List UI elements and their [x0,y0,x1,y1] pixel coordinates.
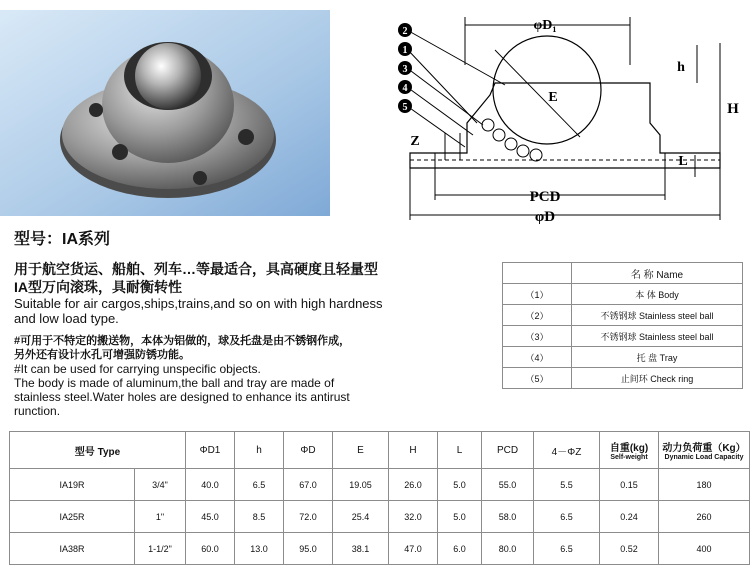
table-row: IA38R 1-1/2" 60.0 13.0 95.0 38.1 47.0 6.0 80.0 6.5 0.52 400 [10,533,750,565]
technical-drawing [395,5,745,230]
callout-1: 1 [402,45,408,56]
mount-hole [112,144,128,160]
dim-E: E [548,90,558,105]
callout-5: 5 [402,102,408,113]
table-row: IA25R 1" 45.0 8.5 72.0 25.4 32.0 5.0 58.0 6.5 0.24 260 [10,501,750,533]
callout-4: 4 [402,83,408,94]
parts-header: 名 称 Name [572,263,743,284]
desc-zh-line2: IA型万向滚珠，具耐衡转性 [14,279,182,295]
dim-phi-d: φD [534,209,556,225]
note-en-line1: #It can be used for carrying unspecific objects. [14,362,261,376]
dim-h-small: h [677,60,685,75]
page-title: 型号：IA系列 [14,231,111,248]
table-row: IA19R 3/4" 40.0 6.5 67.0 19.05 26.0 5.0 55.0 5.5 0.15 180 [10,469,750,501]
mount-hole [193,171,207,185]
callout-3: 3 [402,64,408,75]
spec-table [9,431,750,565]
mount-hole [89,103,103,117]
dim-H: H [727,101,739,117]
callout-2: 2 [402,26,408,37]
parts-table [502,262,743,389]
note-en-line3: stainless steel.Water holes are designed to enhance its antirust [14,390,350,404]
note-zh-line1: #可用于不特定的搬送物，本体为铝做的，球及托盘是由不锈钢作成， [14,335,351,347]
table-row: （5） 止间环 Check ring [503,368,743,389]
dim-phi-d1: φD₁ [533,18,557,33]
dim-PCD: PCD [529,189,561,205]
table-row: （1） 本 体 Body [503,284,743,305]
dim-Z: Z [410,134,420,149]
steel-ball [135,43,201,109]
note-en-line4: runction. [14,404,61,418]
table-row [503,263,743,284]
desc-en-line1: Suitable for air cargos,ships,trains,and so on with high hardness [14,296,383,311]
note-en-line2: The body is made of aluminum,the ball and tray are made of [14,376,335,390]
table-header-row: 型号 Type ΦD1 h ΦD E H L PCD 4－ΦZ 自重(kg) Self-weight 动力负荷重（Kg） Dynamic Load Capacity [10,432,750,469]
desc-zh-line1: 用于航空货运、船舶、列车…等最适合，具高硬度且轻量型 [14,261,378,277]
table-row: （3） 不锈钢球 Stainless steel ball [503,326,743,347]
desc-en-line2: and low load type. [14,311,119,326]
note-zh-line2: 另外还有设计水孔可增强防锈功能。 [14,349,190,361]
description [14,260,484,418]
table-row: （2） 不锈钢球 Stainless steel ball [503,305,743,326]
dim-L: L [678,154,688,169]
mount-hole [238,129,254,145]
product-photo [0,10,330,216]
table-row: （4） 托 盘 Tray [503,347,743,368]
